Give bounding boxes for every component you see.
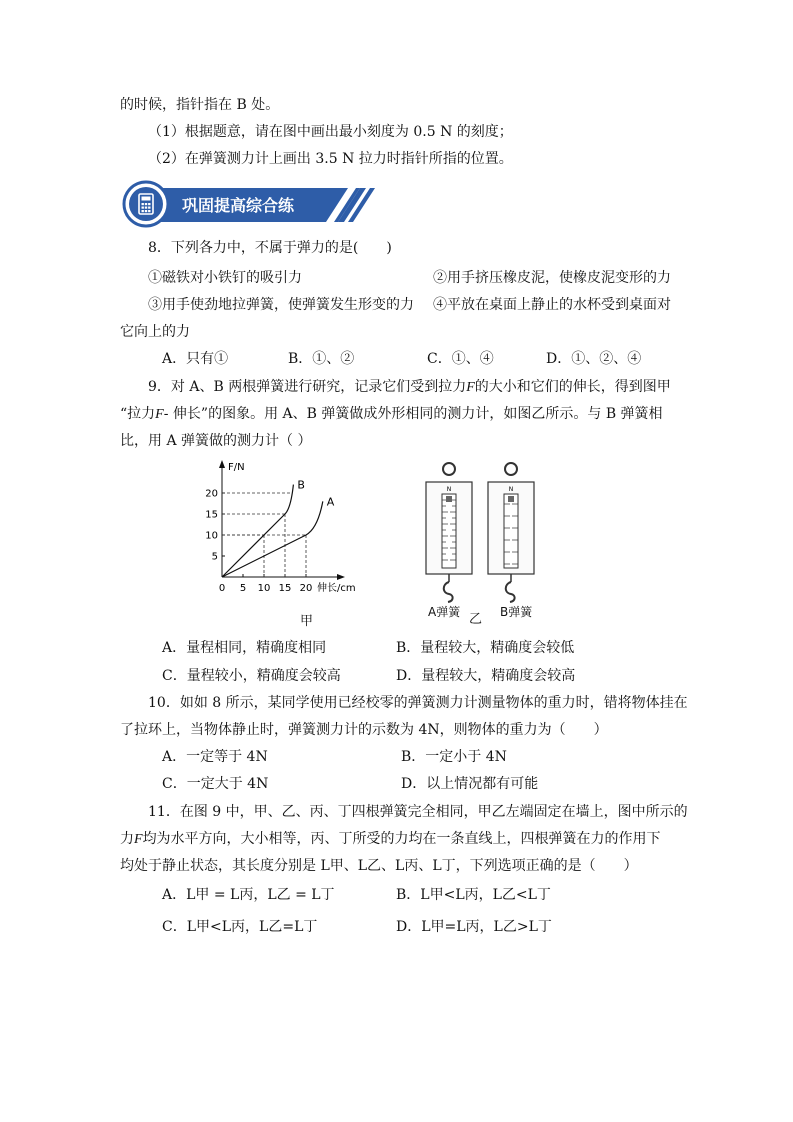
meter-b-label: B弹簧 <box>500 605 533 619</box>
q10-option-b: B．一定小于 4N <box>401 749 507 765</box>
q8-option-d: D．①、②、④ <box>546 351 642 367</box>
y-tick-label: 5 <box>211 551 218 563</box>
q8-option-c: C．①、④ <box>427 351 494 367</box>
y-axis-label: F/N <box>228 462 245 473</box>
meter-a-unit: N <box>446 486 452 493</box>
q9-option-b: B．量程较大，精确度会较低 <box>396 640 575 656</box>
intro-line-2: （1）根据题意，请在图中画出最小刻度为 0.5 N 的刻度； <box>148 124 513 140</box>
series-line-A <box>222 501 323 577</box>
q8-option-b: B．①、② <box>288 351 355 367</box>
q9-option-a: A．量程相同，精确度相同 <box>162 640 327 656</box>
q8-item-1: ①磁铁对小铁钉的吸引力 <box>148 270 302 286</box>
meter-b-unit: N <box>508 486 514 493</box>
q11-option-b: B．L甲<L丙，L乙<L丁 <box>396 887 551 903</box>
x-tick-label: 5 <box>239 583 247 594</box>
q11-line-2-f: F <box>134 832 143 847</box>
spring-meter-a <box>426 463 472 602</box>
q11-line-1: 11．在图 9 中，甲、乙、丙、丁四根弹簧完全相同，甲乙左端固定在墙上，图中所示的 <box>148 804 688 820</box>
q10-line-2: 了拉环上，当物体静止时，弹簧测力计的示数为 4N，则物体的重力为（ ） <box>120 722 608 738</box>
force-extension-chart <box>200 455 410 630</box>
q11-line-2-b: 均为水平方向，大小相等，丙、丁所受的力均在一条直线上，四根弹簧在力的作用下 <box>142 831 661 847</box>
section-title: 巩固提高综合练 <box>182 196 295 215</box>
q8-item-4b: 它向上的力 <box>120 324 190 340</box>
q9-line-1-a: 9．对 A、B 两根弹簧进行研究，记录它们受到拉力 <box>148 379 467 395</box>
q8-item-3: ③用手使劲地拉弹簧，使弹簧发生形变的力 <box>148 297 414 313</box>
q11-option-d: D．L甲=L丙，L乙>L丁 <box>396 919 552 935</box>
q8-item-2: ②用手挤压橡皮泥，使橡皮泥变形的力 <box>433 270 671 286</box>
q11-option-a: A．L甲 = L丙，L乙 = L丁 <box>162 887 335 903</box>
intro-line-1: 的时候，指针指在 B 处。 <box>120 97 280 113</box>
y-axis-arrow <box>219 460 225 468</box>
q9-line-1 <box>148 377 671 398</box>
y-tick-label: 20 <box>205 488 218 500</box>
q10-option-a: A．一定等于 4N <box>162 749 268 765</box>
q8-option-a: A．只有① <box>162 351 229 367</box>
q9-line-3: 比，用 A 弹簧做的测力计（ ） <box>120 433 312 449</box>
series-label-B: B <box>297 478 305 492</box>
intro-line-3: （2）在弹簧测力计上画出 3.5 N 拉力时指针所指的位置。 <box>148 151 513 167</box>
series-line-B <box>222 485 293 577</box>
q9-option-d: D．量程较大，精确度会较高 <box>396 668 576 684</box>
q11-line-2 <box>120 829 661 850</box>
q8-stem: 8．下列各力中，不属于弹力的是( ) <box>148 240 392 256</box>
q10-option-c: C．一定大于 4N <box>162 776 269 792</box>
x-tick-label: 10 <box>257 583 271 594</box>
q10-option-d: D．以上情况都有可能 <box>401 776 539 792</box>
series-label-A: A <box>326 495 335 509</box>
figure-yi-label: 乙 <box>469 612 483 627</box>
q11-line-3: 均处于静止状态，其长度分别是 L甲、L乙、L丙、L丁，下列选项正确的是（ ） <box>120 858 638 874</box>
x-axis-label: 伸长/cm <box>317 583 356 594</box>
figure-jia-label: 甲 <box>300 614 314 629</box>
q8-item-4a: ④平放在桌面上静止的水杯受到桌面对 <box>433 297 671 313</box>
q11-option-c: C．L甲<L丙，L乙=L丁 <box>162 919 318 935</box>
q9-line-2-b: - 伸长”的图象。用 A、B 弹簧做成外形相同的测力计，如图乙所示。与 B 弹簧相 <box>163 406 663 422</box>
q9-option-c: C．量程较小，精确度会较高 <box>162 668 341 684</box>
meter-a-label: A弹簧 <box>428 605 461 619</box>
x-axis-arrow <box>337 574 345 580</box>
q9-line-2-f: F <box>155 407 164 422</box>
q11-line-2-a: 力 <box>120 831 134 847</box>
spring-meter-b <box>488 463 534 602</box>
x-tick-label: 15 <box>278 583 292 594</box>
y-tick-label: 15 <box>205 509 218 521</box>
q9-line-1-f: F <box>466 380 475 395</box>
q9-line-2 <box>120 404 663 425</box>
spring-meters-figure <box>418 460 558 625</box>
q9-line-2-a: “拉力 <box>120 406 156 422</box>
y-tick-label: 10 <box>205 530 218 542</box>
q9-line-1-b: 的大小和它们的伸长，得到图甲 <box>474 379 671 395</box>
x-tick-label: 20 <box>299 583 313 594</box>
x-tick-label: 0 <box>218 583 226 594</box>
q10-line-1: 10．如如 8 所示，某同学使用已经校零的弹簧测力计测量物体的重力时，错将物体挂在 <box>148 695 688 711</box>
